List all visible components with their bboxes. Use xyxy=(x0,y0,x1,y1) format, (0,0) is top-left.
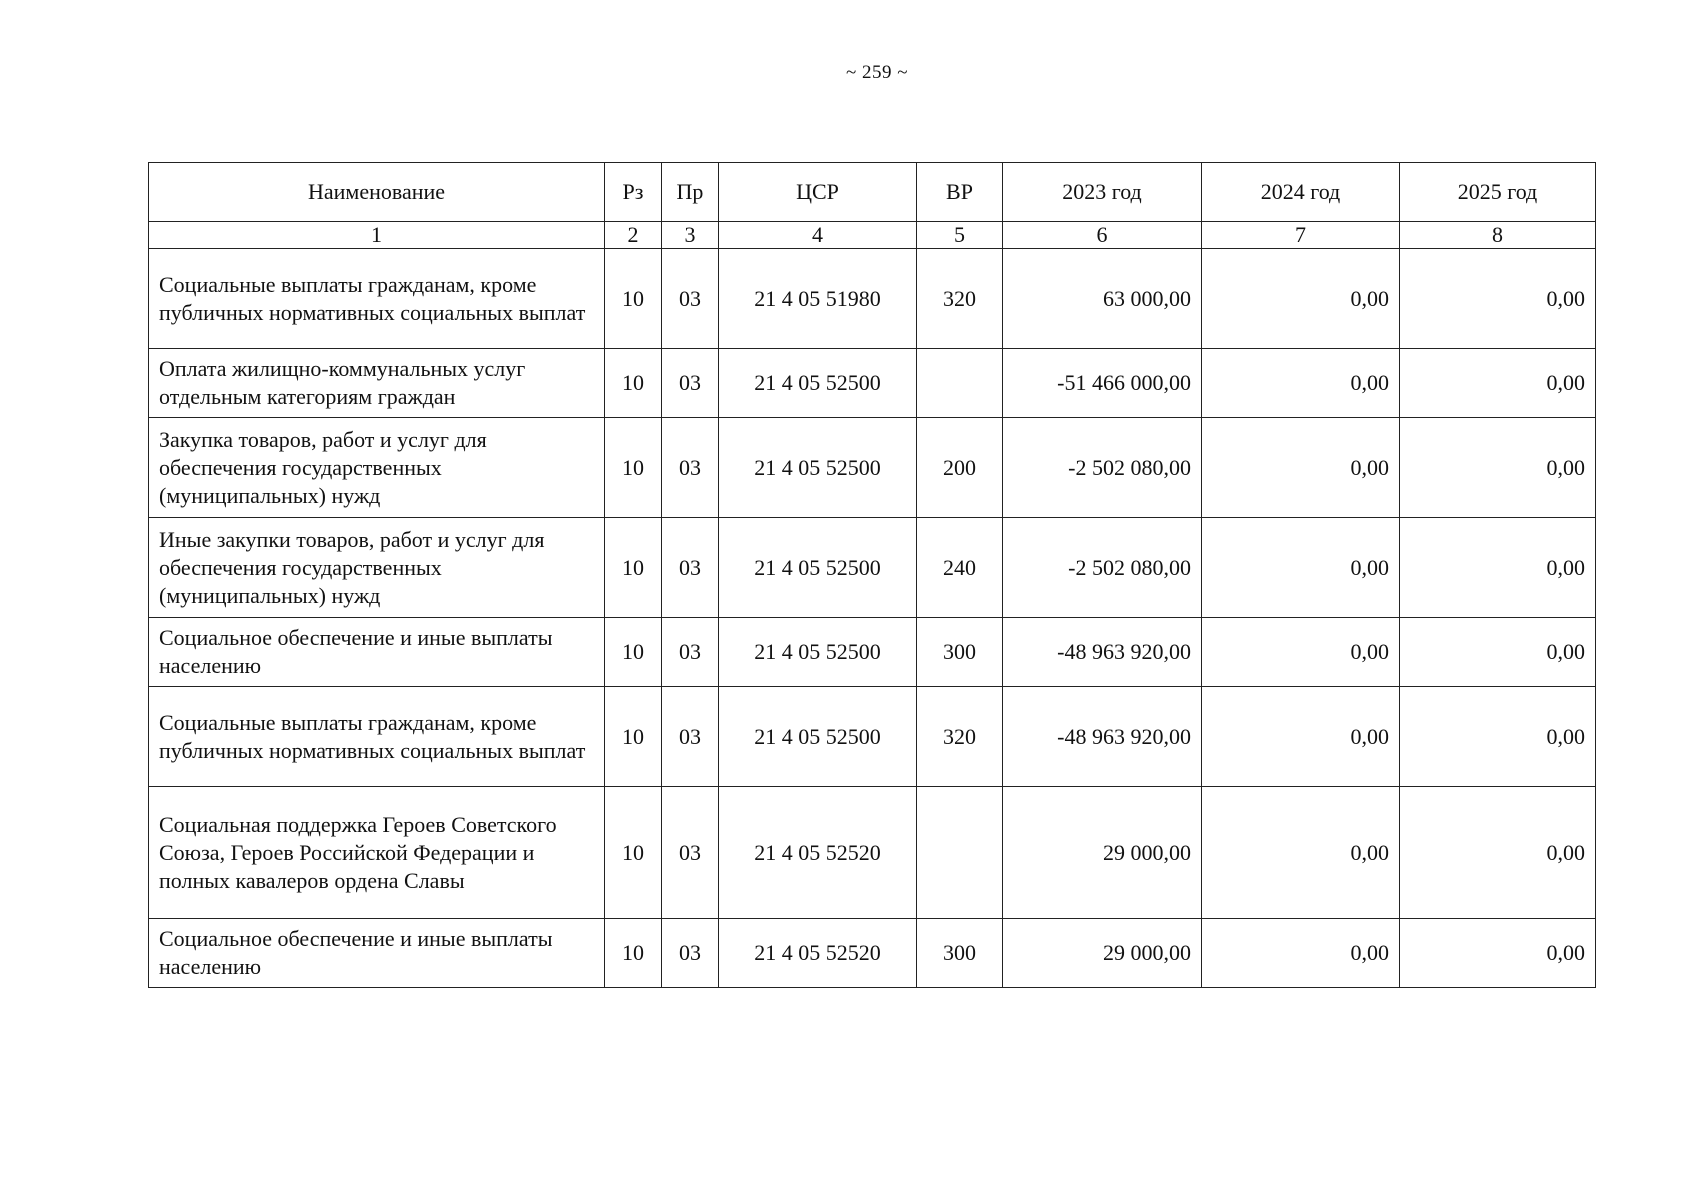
row-2023: -48 963 920,00 xyxy=(1003,687,1202,787)
row-rz: 10 xyxy=(605,618,662,687)
header-2024: 2024 год xyxy=(1202,163,1400,222)
row-csr: 21 4 05 52500 xyxy=(719,687,917,787)
row-name: Социальное обеспечение и иные выплаты населению xyxy=(149,618,605,687)
budget-table xyxy=(148,162,1596,988)
row-rz: 10 xyxy=(605,418,662,518)
column-number: 1 xyxy=(149,222,605,249)
row-2024: 0,00 xyxy=(1202,787,1400,919)
row-2024: 0,00 xyxy=(1202,418,1400,518)
row-2024: 0,00 xyxy=(1202,249,1400,349)
column-number-row xyxy=(149,222,1596,249)
row-2024: 0,00 xyxy=(1202,919,1400,988)
header-vr: ВР xyxy=(917,163,1003,222)
row-2025: 0,00 xyxy=(1400,418,1596,518)
row-name: Социальные выплаты гражданам, кроме публичных нормативных социальных выплат xyxy=(149,249,605,349)
header-rz: Рз xyxy=(605,163,662,222)
row-2023: -51 466 000,00 xyxy=(1003,349,1202,418)
header-name: Наименование xyxy=(149,163,605,222)
row-2025: 0,00 xyxy=(1400,349,1596,418)
row-csr: 21 4 05 52500 xyxy=(719,518,917,618)
row-csr: 21 4 05 51980 xyxy=(719,249,917,349)
row-name: Социальная поддержка Героев Советского Союза, Героев Российской Федерации и полных кавалеров ордена Славы xyxy=(149,787,605,919)
row-vr xyxy=(917,349,1003,418)
table-row xyxy=(149,787,1596,919)
row-vr xyxy=(917,787,1003,919)
row-vr: 320 xyxy=(917,687,1003,787)
row-csr: 21 4 05 52500 xyxy=(719,618,917,687)
row-name: Оплата жилищно-коммунальных услуг отдельным категориям граждан xyxy=(149,349,605,418)
table-row xyxy=(149,919,1596,988)
header-csr: ЦСР xyxy=(719,163,917,222)
row-vr: 240 xyxy=(917,518,1003,618)
row-name: Иные закупки товаров, работ и услуг для обеспечения государственных (муниципальных) нужд xyxy=(149,518,605,618)
row-rz: 10 xyxy=(605,518,662,618)
column-number: 4 xyxy=(719,222,917,249)
header-2023: 2023 год xyxy=(1003,163,1202,222)
table-row xyxy=(149,618,1596,687)
table-row xyxy=(149,687,1596,787)
row-name: Социальное обеспечение и иные выплаты населению xyxy=(149,919,605,988)
row-2025: 0,00 xyxy=(1400,618,1596,687)
row-2025: 0,00 xyxy=(1400,687,1596,787)
row-2025: 0,00 xyxy=(1400,518,1596,618)
row-2023: 29 000,00 xyxy=(1003,787,1202,919)
row-2025: 0,00 xyxy=(1400,919,1596,988)
row-2024: 0,00 xyxy=(1202,618,1400,687)
table-row xyxy=(149,249,1596,349)
row-csr: 21 4 05 52520 xyxy=(719,919,917,988)
column-number: 6 xyxy=(1003,222,1202,249)
header-row xyxy=(149,163,1596,222)
row-2023: -48 963 920,00 xyxy=(1003,618,1202,687)
header-2025: 2025 год xyxy=(1400,163,1596,222)
column-number: 7 xyxy=(1202,222,1400,249)
row-2024: 0,00 xyxy=(1202,518,1400,618)
row-pr: 03 xyxy=(662,618,719,687)
page-number: ~ 259 ~ xyxy=(845,62,909,83)
row-csr: 21 4 05 52500 xyxy=(719,418,917,518)
row-vr: 300 xyxy=(917,618,1003,687)
row-vr: 320 xyxy=(917,249,1003,349)
row-2025: 0,00 xyxy=(1400,249,1596,349)
row-name: Закупка товаров, работ и услуг для обеспечения государственных (муниципальных) нужд xyxy=(149,418,605,518)
row-2025: 0,00 xyxy=(1400,787,1596,919)
row-csr: 21 4 05 52520 xyxy=(719,787,917,919)
row-pr: 03 xyxy=(662,518,719,618)
row-rz: 10 xyxy=(605,687,662,787)
row-pr: 03 xyxy=(662,249,719,349)
table-row xyxy=(149,418,1596,518)
row-2024: 0,00 xyxy=(1202,349,1400,418)
column-number: 8 xyxy=(1400,222,1596,249)
row-2023: 29 000,00 xyxy=(1003,919,1202,988)
row-vr: 200 xyxy=(917,418,1003,518)
row-rz: 10 xyxy=(605,787,662,919)
row-2023: 63 000,00 xyxy=(1003,249,1202,349)
row-rz: 10 xyxy=(605,919,662,988)
row-pr: 03 xyxy=(662,349,719,418)
row-name: Социальные выплаты гражданам, кроме публичных нормативных социальных выплат xyxy=(149,687,605,787)
table-row xyxy=(149,518,1596,618)
header-pr: Пр xyxy=(662,163,719,222)
table-row xyxy=(149,349,1596,418)
row-csr: 21 4 05 52500 xyxy=(719,349,917,418)
column-number: 3 xyxy=(662,222,719,249)
row-pr: 03 xyxy=(662,687,719,787)
row-2024: 0,00 xyxy=(1202,687,1400,787)
row-2023: -2 502 080,00 xyxy=(1003,418,1202,518)
row-vr: 300 xyxy=(917,919,1003,988)
column-number: 2 xyxy=(605,222,662,249)
column-number: 5 xyxy=(917,222,1003,249)
row-2023: -2 502 080,00 xyxy=(1003,518,1202,618)
row-pr: 03 xyxy=(662,418,719,518)
row-rz: 10 xyxy=(605,249,662,349)
row-pr: 03 xyxy=(662,919,719,988)
row-rz: 10 xyxy=(605,349,662,418)
row-pr: 03 xyxy=(662,787,719,919)
